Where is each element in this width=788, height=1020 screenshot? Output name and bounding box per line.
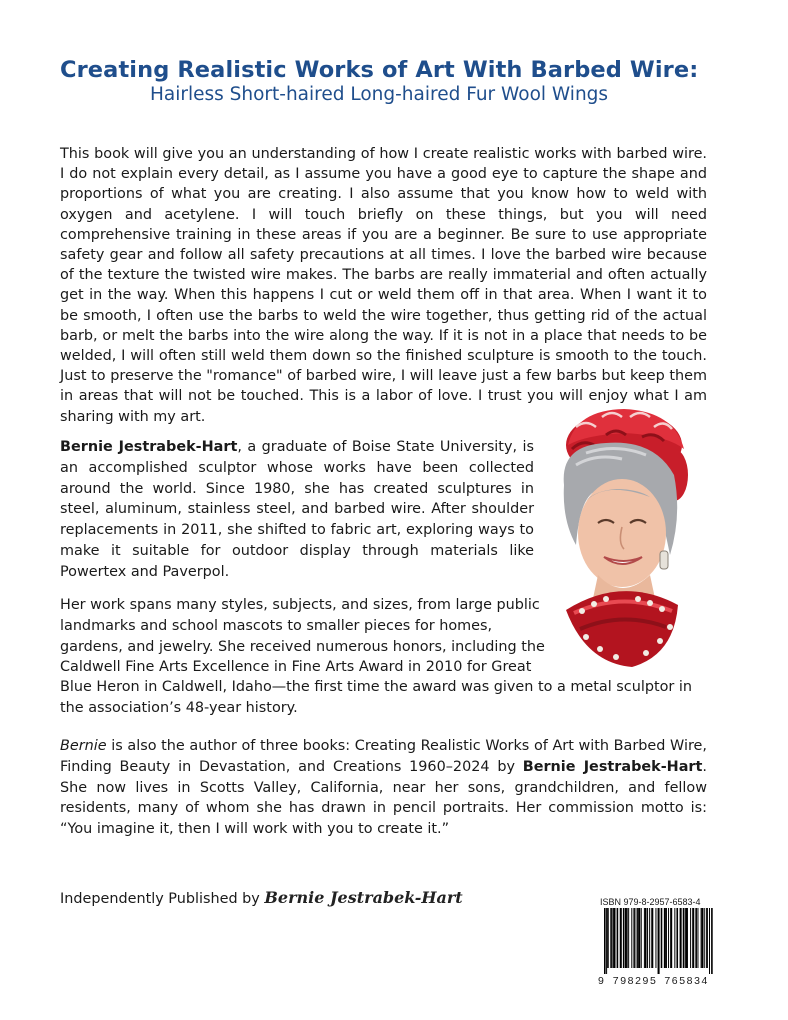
barcode-bar	[695, 908, 697, 968]
barcode-bar	[709, 908, 710, 974]
barcode-bar	[683, 908, 685, 968]
barcode-bar	[693, 908, 694, 968]
barcode-bar	[668, 908, 669, 968]
barcode	[598, 908, 718, 974]
barcode-bar	[625, 908, 626, 968]
bio-paragraph-2-line: Her work spans many styles, subjects, and sizes, from large public	[60, 597, 540, 613]
bio-paragraph-2-line: gardens, and jewelry. She received numerous honors, including the	[60, 638, 545, 655]
isbn-digit-lead: 9	[598, 975, 604, 987]
isbn-barcode-block	[598, 896, 718, 991]
barcode-bar	[647, 908, 648, 968]
barcode-bar	[706, 908, 707, 968]
barcode-bar	[649, 908, 650, 968]
barcode-bar	[615, 908, 616, 968]
publisher-label: Independently Published by	[60, 891, 260, 907]
bio-paragraph-3-text-b: . She now lives in Scotts Valley, California, near her sons, grandchildren, and fellow residents, many of whom she has drawn in pencil portraits. Her commission motto is: “You imagine it, then I will work with you to create it.”	[60, 758, 707, 838]
barcode-bar	[687, 908, 688, 968]
barcode-bar	[644, 908, 645, 968]
barcode-bar	[638, 908, 639, 968]
isbn-label: ISBN 979-8-2957-6583-4	[600, 897, 701, 907]
barcode-bar	[665, 908, 666, 968]
barcode-bar	[604, 908, 606, 974]
barcode-bar	[633, 908, 634, 968]
barcode-bar	[685, 908, 686, 968]
barcode-bar	[666, 908, 667, 968]
isbn-digits-left: 798295	[612, 975, 658, 987]
barcode-bar	[621, 908, 622, 968]
barcode-bar	[607, 908, 609, 968]
bio-paragraph-2-line: landmarks and school mascots to smaller pieces for homes,	[60, 617, 493, 634]
barcode-bar	[661, 908, 663, 968]
barcode-bar	[637, 908, 638, 968]
book-title: Creating Realistic Works of Art With Barbed Wire:	[60, 57, 699, 83]
barcode-bar	[701, 908, 702, 968]
author-signature: Bernie Jestrabek-Hart	[264, 888, 463, 907]
barcode-bar	[634, 908, 635, 968]
barcode-bar	[681, 908, 682, 968]
red-necklace	[566, 591, 678, 667]
bio-paragraph-2	[60, 595, 545, 678]
barcode-bar	[628, 908, 629, 968]
barcode-bar	[610, 908, 612, 968]
barcode-bar	[626, 908, 628, 968]
bio-paragraph-2-tail: Blue Heron in Caldwell, Idaho—the first time the award was given to a metal sculptor in the association’s 48-year history.	[60, 679, 693, 716]
barcode-bar	[674, 908, 675, 968]
barcode-bar	[639, 908, 641, 968]
barcode-bar	[606, 908, 607, 974]
bio-paragraph-1-text: , a graduate of Boise State University, is an accomplished sculptor whose works have been collected around the world. Since 1980, she has created sculptures in steel, aluminum, stainless steel, and barbed wire. After shoulder replacements in 2011, she shifted to fabric art, exploring ways to make it suitable for outdoor display through materials like Powertex and Paverpol.	[60, 439, 534, 580]
barcode-bar	[652, 908, 653, 968]
barcode-bar	[623, 908, 625, 968]
barcode-bar	[690, 908, 691, 968]
intro-paragraph: This book will give you an understanding of how I create realistic works with barbed wire. I do not explain every detail, as I assume you have a good eye to capture the shape and proportions of what you are creating. I also assume that you know how to weld with oxygen and acetylene. I will touch briefly on these things, but you will need comprehensive training in these areas if you are a beginner. Be sure to use appropriate safety gear and follow all safety precautions at all times. I love the barbed wire because of the texture the twisted wire makes. The barbs are really immaterial and often actually get in the way. When this happens I cut or weld them off in that area. When I want it to be smooth, I often use the barbs to weld the wire together, thus getting rid of the actual barb, or melt the barbs into the wire along the way. If it is not in a place that needs to be welded, I will often still weld them down so the finished sculpture is smooth to the touch. Just to preserve the "romance" of barbed wire, I will leave just a few barbs but keep them in areas that will not be touched. This is a labor of love. I trust you will enjoy what I am sharing with my art.	[60, 146, 707, 425]
bio-paragraph-1	[60, 437, 534, 583]
author-portrait	[546, 405, 696, 670]
bio-paragraph-3	[60, 736, 707, 840]
barcode-bar	[655, 908, 656, 968]
author-name: Bernie Jestrabek-Hart	[60, 439, 238, 455]
bio-paragraph-3-text-a: is also the author of three books: Creating Realistic Works of Art with Barbed Wire, Finding Beauty in Devastation, and Creations 1960–2024 by	[60, 738, 707, 775]
barcode-bar	[612, 908, 613, 968]
barcode-bar	[711, 908, 713, 974]
barcode-bar	[641, 908, 642, 968]
book-subtitle: Hairless Short-haired Long-haired Fur Wool Wings	[149, 84, 609, 105]
barcode-bar	[704, 908, 705, 968]
barcode-bar	[671, 908, 672, 968]
isbn-digits	[598, 975, 718, 987]
barcode-bar	[702, 908, 704, 968]
bio-paragraph-2-line: Caldwell Fine Arts Excellence in Fine Arts Award in 2010 for Great	[60, 659, 532, 676]
barcode-bar	[707, 908, 708, 968]
face	[578, 479, 666, 587]
author-first-name: Bernie	[60, 738, 107, 754]
barcode-bar	[676, 908, 678, 968]
barcode-bar	[645, 908, 647, 968]
barcode-bar	[631, 908, 632, 968]
barcode-bar	[617, 908, 619, 968]
publisher-line	[60, 888, 463, 907]
barcode-bar	[659, 908, 660, 974]
barcode-bar	[697, 908, 698, 968]
isbn-digits-right: 765834	[664, 975, 709, 987]
author-name-bold: Bernie Jestrabek-Hart	[522, 758, 703, 775]
